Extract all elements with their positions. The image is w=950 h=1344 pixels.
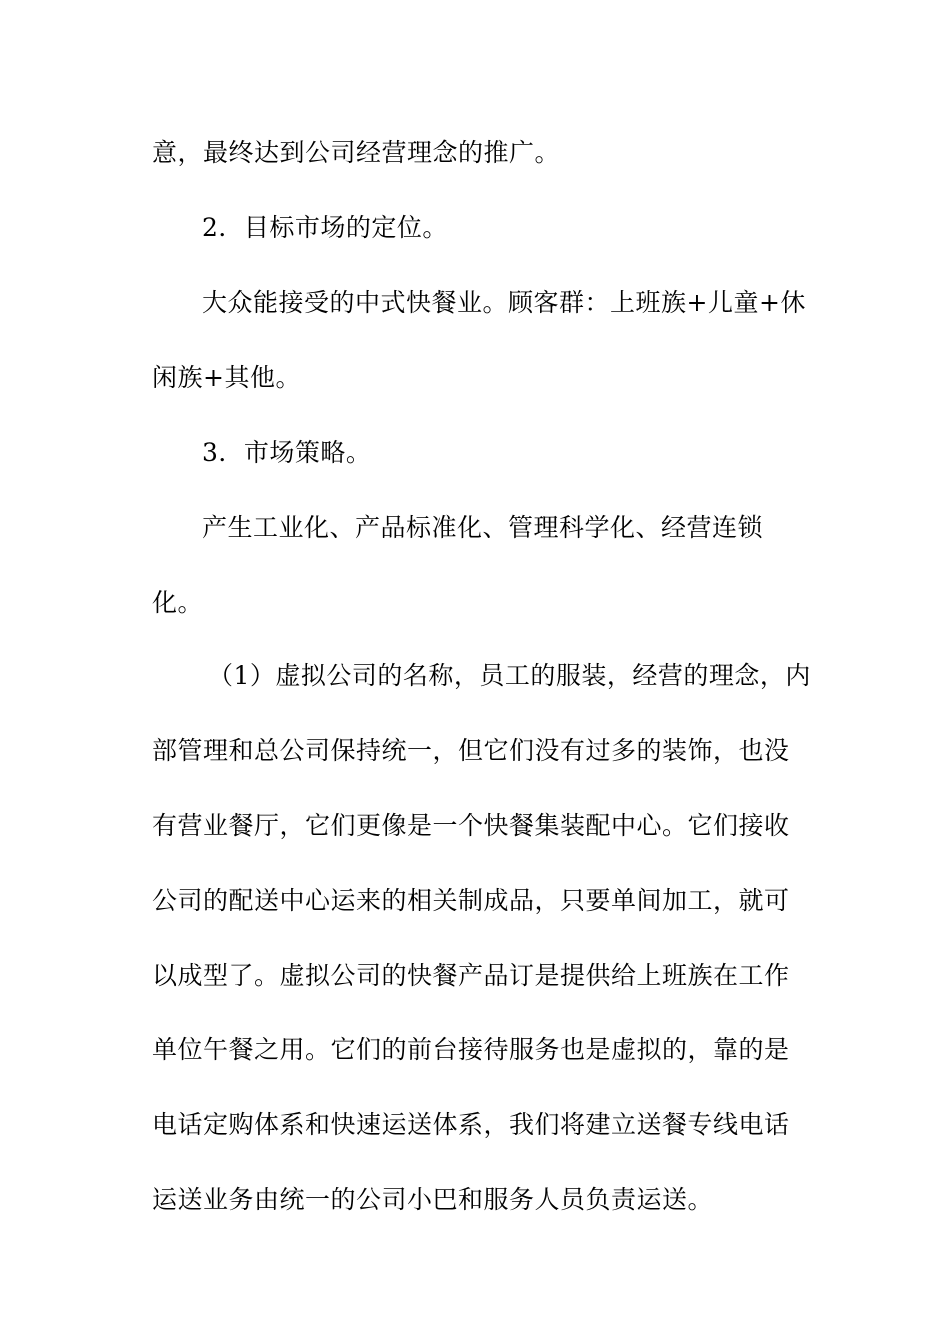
- paragraph-line: 部管理和总公司保持统一，但它们没有过多的装饰，也没: [152, 736, 790, 765]
- paragraph-line: 有营业餐厅，它们更像是一个快餐集装配中心。它们接收: [152, 811, 790, 840]
- paragraph-line: 以成型了。虚拟公司的快餐产品订是提供给上班族在工作: [152, 961, 790, 990]
- paragraph-line: 意，最终达到公司经营理念的推广。: [152, 138, 561, 167]
- paragraph-line: 运送业务由统一的公司小巴和服务人员负责运送。: [152, 1185, 714, 1214]
- paragraph-line: 电话定购体系和快速运送体系，我们将建立送餐专线电话: [152, 1110, 790, 1139]
- paragraph-line: 闲族+其他。: [152, 363, 301, 392]
- paragraph-line: 公司的配送中心运来的相关制成品，只要单间加工，就可: [152, 886, 790, 915]
- paragraph-line: （1）虚拟公司的名称，员工的服装，经营的理念，内: [208, 661, 811, 690]
- section-heading: 2．目标市场的定位。: [202, 213, 448, 242]
- paragraph-line: 产生工业化、产品标准化、管理科学化、经营连锁: [202, 513, 764, 542]
- section-heading: 3．市场策略。: [202, 438, 372, 467]
- paragraph-line: 化。: [152, 588, 204, 617]
- paragraph-line: 大众能接受的中式快餐业。顾客群：上班族+儿童+休: [202, 288, 806, 317]
- paragraph-line: 单位午餐之用。它们的前台接待服务也是虚拟的，靠的是: [152, 1035, 790, 1064]
